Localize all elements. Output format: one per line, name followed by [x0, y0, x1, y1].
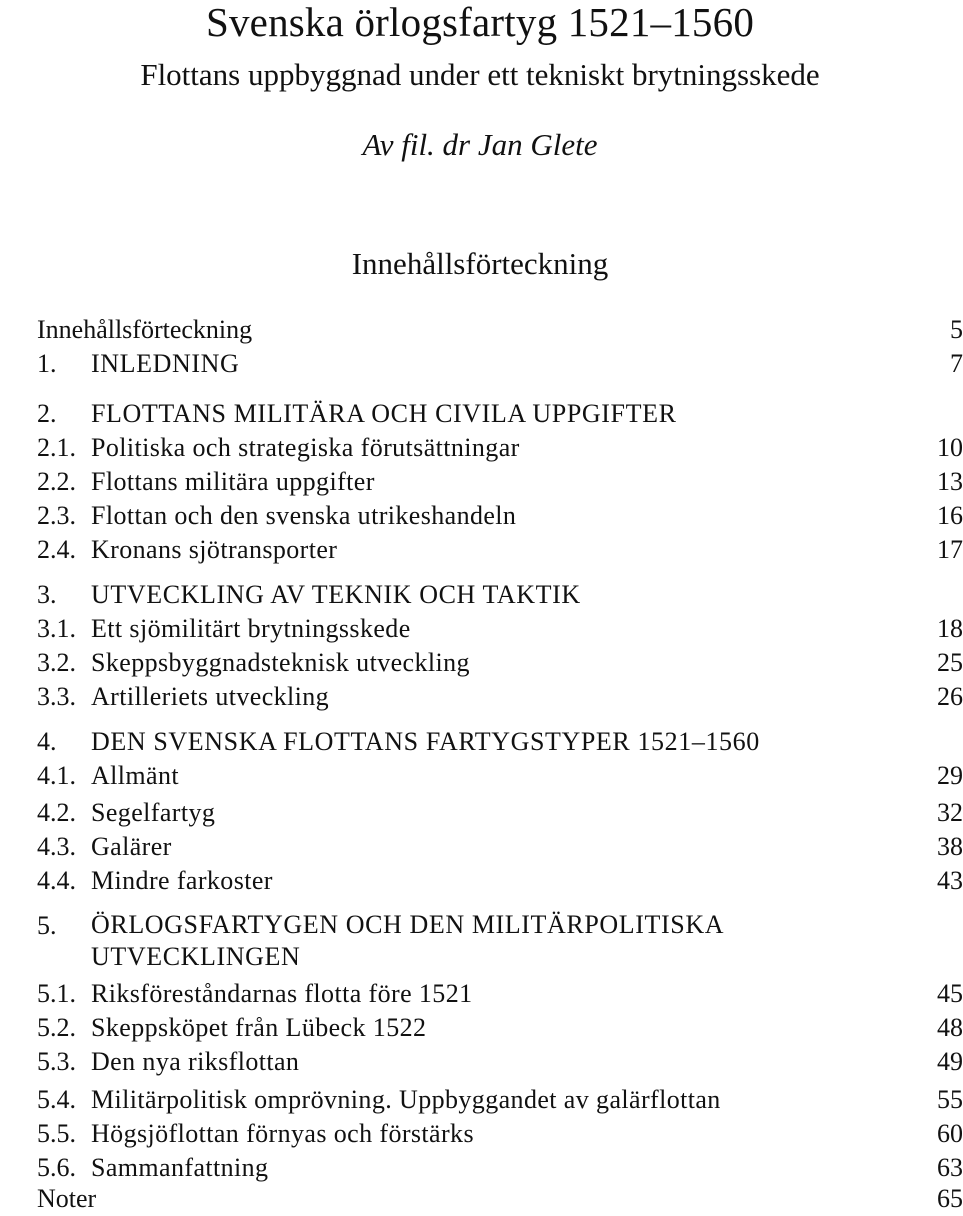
toc-entry-label: Politiska och strategiska förutsättningar — [91, 433, 520, 462]
toc-entry-page: 5 — [950, 315, 963, 344]
toc-entry-number: 2.2. — [37, 467, 76, 496]
toc-entry-number: 5.5. — [37, 1119, 76, 1148]
toc-entry-label: Skeppsköpet från Lübeck 1522 — [91, 1013, 427, 1042]
toc-entry-number: 5.1. — [37, 979, 76, 1008]
toc-entry-page: 32 — [937, 798, 963, 827]
toc-entry — [37, 612, 963, 646]
toc-entry — [37, 759, 963, 793]
document-title: Svenska örlogsfartyg 1521–1560 — [205, 0, 755, 45]
toc-entry — [37, 578, 963, 612]
toc-entry-label: Noter — [37, 1184, 97, 1213]
toc-entry-label: UTVECKLING AV TEKNIK OCH TAKTIK — [91, 580, 581, 609]
table-of-contents — [37, 0, 963, 1213]
document-subtitle: Flottans uppbyggnad under ett tekniskt brytningsskede — [140, 57, 820, 92]
toc-entry-page: 17 — [937, 535, 963, 564]
toc-entry-number: 5.3. — [37, 1047, 76, 1076]
toc-entry-number: 3.2. — [37, 648, 76, 677]
toc-entry-label: ÖRLOGSFARTYGEN OCH DEN MILITÄRPOLITISKA UTVECKLINGEN — [91, 910, 723, 971]
toc-entry-page: 55 — [937, 1085, 963, 1114]
toc-entry — [37, 347, 963, 381]
toc-entry-page: 16 — [937, 501, 963, 530]
toc-entry-label: FLOTTANS MILITÄRA OCH CIVILA UPPGIFTER — [91, 399, 677, 428]
toc-entry — [37, 646, 963, 680]
toc-entry-page: 38 — [937, 832, 963, 861]
toc-entry — [37, 431, 963, 465]
toc-entry-label: DEN SVENSKA FLOTTANS FARTYGSTYPER 1521–1560 — [91, 727, 760, 756]
document-author: Av fil. dr Jan Glete — [362, 127, 598, 162]
toc-entry — [37, 864, 963, 898]
toc-entry-number: 5.2. — [37, 1013, 76, 1042]
toc-entry-page: 10 — [937, 433, 963, 462]
toc-entry-number: 4. — [37, 727, 57, 756]
toc-entry-number: 4.3. — [37, 832, 76, 861]
toc-entry-number: 1. — [37, 349, 57, 378]
toc-entry-page: 65 — [937, 1184, 963, 1213]
toc-entry-label: Ett sjömilitärt brytningsskede — [91, 614, 411, 643]
toc-entry-page: 63 — [937, 1153, 963, 1182]
toc-entry-number: 3.3. — [37, 682, 76, 711]
toc-entry-label: Riksföreståndarnas flotta före 1521 — [91, 979, 473, 1008]
toc-entry — [37, 680, 963, 714]
toc-entry — [37, 1083, 963, 1117]
toc-heading: Innehållsförteckning — [351, 246, 609, 281]
toc-entry-number: 2.1. — [37, 433, 76, 462]
toc-entry-label: Flottans militära uppgifter — [91, 467, 375, 496]
toc-entry-page: 13 — [937, 467, 963, 496]
toc-entry-label: Den nya riksflottan — [91, 1047, 300, 1076]
toc-entry — [37, 909, 963, 975]
toc-entry-label: Artilleriets utveckling — [91, 682, 330, 711]
toc-entry-label: Kronans sjötransporter — [91, 535, 338, 564]
toc-entry-label: Allmänt — [91, 761, 180, 790]
toc-entry-number: 2.4. — [37, 535, 76, 564]
toc-entry-label: Segelfartyg — [91, 798, 216, 827]
toc-entry — [37, 1045, 963, 1079]
toc-entry-label: Högsjöflottan förnyas och förstärks — [91, 1119, 474, 1148]
toc-entry-number: 2. — [37, 399, 57, 428]
toc-entry — [37, 977, 963, 1011]
toc-entry-page: 18 — [937, 614, 963, 643]
toc-entry-label: Flottan och den svenska utrikeshandeln — [91, 501, 517, 530]
toc-entry-page: 48 — [937, 1013, 963, 1042]
toc-entry-page: 49 — [937, 1047, 963, 1076]
toc-entry-label: Skeppsbyggnadsteknisk utveckling — [91, 648, 470, 677]
toc-entry-number: 2.3. — [37, 501, 76, 530]
toc-entry-label: Sammanfattning — [91, 1153, 269, 1182]
toc-entry-label: Militärpolitisk omprövning. Uppbyggandet av galärflottan — [91, 1085, 721, 1114]
toc-entry-number: 5.4. — [37, 1085, 76, 1114]
toc-entry-number: 4.4. — [37, 866, 76, 895]
toc-entry-page: 60 — [937, 1119, 963, 1148]
toc-entry-number: 4.1. — [37, 761, 76, 790]
toc-entry — [37, 533, 963, 567]
toc-entry-page: 7 — [950, 349, 963, 378]
toc-entry — [37, 796, 963, 830]
toc-entry — [37, 1117, 963, 1151]
toc-entry — [37, 313, 963, 347]
toc-entry-number: 4.2. — [37, 798, 76, 827]
toc-entry-label: Mindre farkoster — [91, 866, 273, 895]
toc-entry-label: Galärer — [91, 832, 172, 861]
toc-entry — [37, 499, 963, 533]
toc-entry-page: 45 — [937, 979, 963, 1008]
toc-entry — [37, 1011, 963, 1045]
toc-entry — [37, 725, 963, 759]
toc-entry-number: 3. — [37, 580, 57, 609]
toc-entry-number: 3.1. — [37, 614, 76, 643]
toc-entry-label: Innehållsförteckning — [37, 315, 253, 344]
toc-entry — [37, 830, 963, 864]
toc-entry — [37, 465, 963, 499]
toc-entry-label: INLEDNING — [91, 349, 240, 378]
toc-entry-page: 43 — [937, 866, 963, 895]
toc-entry — [37, 397, 963, 431]
toc-entry — [37, 1151, 963, 1185]
toc-entry-page: 25 — [937, 648, 963, 677]
toc-entry-page: 29 — [937, 761, 963, 790]
toc-entry-page: 26 — [937, 682, 963, 711]
toc-entry-number: 5.6. — [37, 1153, 76, 1182]
toc-entry — [37, 1182, 963, 1216]
toc-entry-number: 5. — [37, 911, 57, 940]
